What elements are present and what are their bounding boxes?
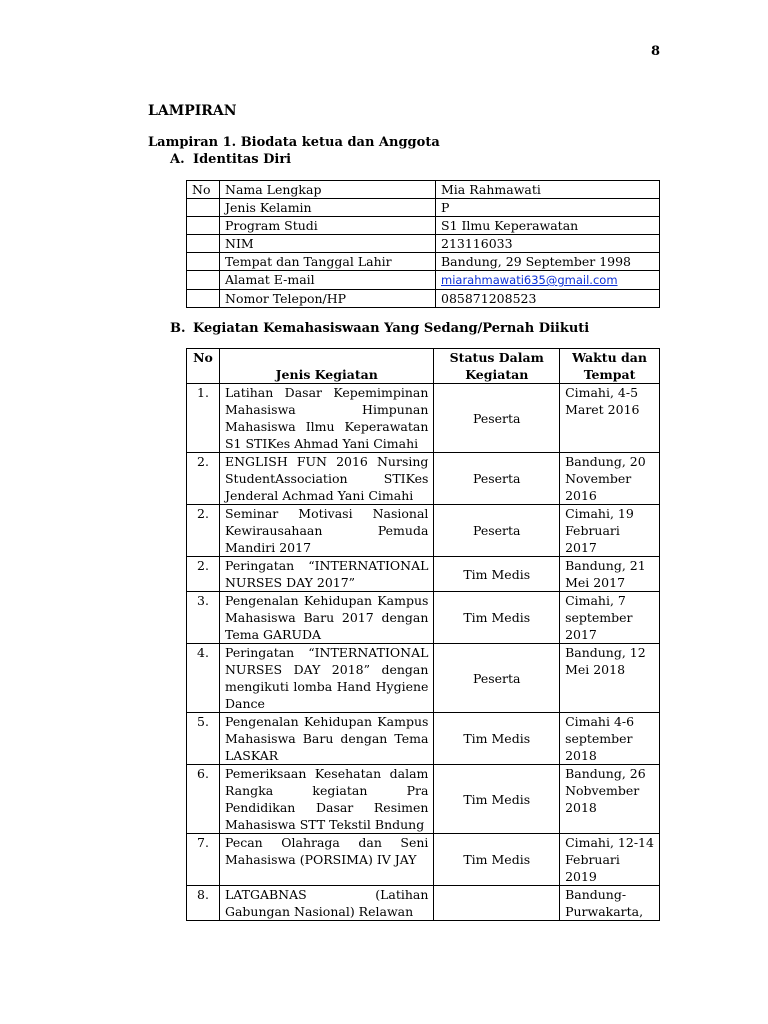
activity-status-cell: Tim Medis xyxy=(434,592,560,644)
header-time-place: Waktu dan Tempat xyxy=(560,349,660,384)
activity-time-place-cell: Cimahi, 19 Februari 2017 xyxy=(560,505,660,557)
identity-label-cell: Nomor Telepon/HP xyxy=(220,290,436,308)
identity-row xyxy=(187,290,660,308)
activity-row xyxy=(187,557,660,592)
section-a-text: Identitas Diri xyxy=(193,152,292,167)
activity-row xyxy=(187,384,660,453)
activity-no-cell: 7. xyxy=(187,834,220,886)
activity-no-cell: 6. xyxy=(187,765,220,834)
attachment-subheading: Lampiran 1. Biodata ketua dan Anggota xyxy=(148,135,440,150)
identity-no-cell xyxy=(187,235,220,253)
activity-status-cell: Peserta xyxy=(434,453,560,505)
activity-row xyxy=(187,886,660,921)
identity-value-cell xyxy=(436,271,660,290)
activity-row xyxy=(187,505,660,557)
activity-row xyxy=(187,453,660,505)
activity-name-cell: ENGLISH FUN 2016 Nursing StudentAssociation STIKes Jenderal Achmad Yani Cimahi xyxy=(219,453,433,505)
activity-status-cell xyxy=(434,886,560,921)
activity-time-place-cell: Bandung, 26 Nobvember 2018 xyxy=(560,765,660,834)
activity-time-place-cell: Cimahi, 12-14 Februari 2019 xyxy=(560,834,660,886)
activity-name-cell: Peringatan “INTERNATIONAL NURSES DAY 2017” xyxy=(219,557,433,592)
activity-name-cell: Latihan Dasar Kepemimpinan Mahasiswa Himpunan Mahasiswa Ilmu Keperawatan S1 STIKes Ahmad Yani Cimahi xyxy=(219,384,433,453)
identity-value-cell: Mia Rahmawati xyxy=(436,181,660,199)
activity-time-place-cell: Bandung, 20 November 2016 xyxy=(560,453,660,505)
activity-time-place-cell: Cimahi, 7 september 2017 xyxy=(560,592,660,644)
identity-no-cell xyxy=(187,199,220,217)
identity-label-cell: NIM xyxy=(220,235,436,253)
activity-table xyxy=(186,348,660,921)
page-heading: LAMPIRAN xyxy=(148,103,237,119)
identity-label-cell: Jenis Kelamin xyxy=(220,199,436,217)
activity-no-cell: 8. xyxy=(187,886,220,921)
activity-time-place-cell: Bandung, 12 Mei 2018 xyxy=(560,644,660,713)
identity-no-cell: No xyxy=(187,181,220,199)
identity-label-cell: Alamat E-mail xyxy=(220,271,436,290)
activity-row xyxy=(187,713,660,765)
identity-value-cell: Bandung, 29 September 1998 xyxy=(436,253,660,271)
identity-row xyxy=(187,199,660,217)
identity-no-cell xyxy=(187,253,220,271)
identity-no-cell xyxy=(187,217,220,235)
identity-value-cell: P xyxy=(436,199,660,217)
header-no: No xyxy=(187,349,220,384)
identity-row xyxy=(187,253,660,271)
activity-time-place-cell: Cimahi 4-6 september 2018 xyxy=(560,713,660,765)
activity-time-place-cell: Bandung-Purwakarta, xyxy=(560,886,660,921)
activity-no-cell: 3. xyxy=(187,592,220,644)
activity-status-cell: Peserta xyxy=(434,505,560,557)
section-b-text: Kegiatan Kemahasiswaan Yang Sedang/Pernah Diikuti xyxy=(193,321,590,336)
identity-no-cell xyxy=(187,290,220,308)
activity-row xyxy=(187,834,660,886)
activity-name-cell: Peringatan “INTERNATIONAL NURSES DAY 2018” dengan mengikuti lomba Hand Hygiene Dance xyxy=(219,644,433,713)
identity-row xyxy=(187,235,660,253)
header-activity-type: Jenis Kegiatan xyxy=(219,349,433,384)
section-a-letter: A. xyxy=(170,152,185,167)
identity-value-cell: 213116033 xyxy=(436,235,660,253)
activity-name-cell: Seminar Motivasi Nasional Kewirausahaan Pemuda Mandiri 2017 xyxy=(219,505,433,557)
section-a-title xyxy=(170,152,291,167)
page-number: 8 xyxy=(651,44,661,59)
identity-table xyxy=(186,180,660,308)
activity-time-place-cell: Bandung, 21 Mei 2017 xyxy=(560,557,660,592)
identity-no-cell xyxy=(187,271,220,290)
activity-row xyxy=(187,592,660,644)
activity-status-cell: Tim Medis xyxy=(434,765,560,834)
email-link[interactable]: miarahmawati635@gmail.com xyxy=(441,273,618,287)
identity-value-cell: 085871208523 xyxy=(436,290,660,308)
activity-status-cell: Peserta xyxy=(434,644,560,713)
identity-row xyxy=(187,181,660,199)
activity-name-cell: Pengenalan Kehidupan Kampus Mahasiswa Baru 2017 dengan Tema GARUDA xyxy=(219,592,433,644)
activity-time-place-cell: Cimahi, 4-5 Maret 2016 xyxy=(560,384,660,453)
section-b-letter: B. xyxy=(170,321,186,336)
activity-status-cell: Tim Medis xyxy=(434,713,560,765)
activity-name-cell: Pengenalan Kehidupan Kampus Mahasiswa Baru dengan Tema LASKAR xyxy=(219,713,433,765)
identity-label-cell: Nama Lengkap xyxy=(220,181,436,199)
activity-no-cell: 5. xyxy=(187,713,220,765)
identity-table-body xyxy=(187,181,660,308)
section-b-title xyxy=(170,321,589,336)
activity-status-cell: Peserta xyxy=(434,384,560,453)
activity-header-row xyxy=(187,349,660,384)
activity-status-cell: Tim Medis xyxy=(434,557,560,592)
activity-name-cell: LATGABNAS (Latihan Gabungan Nasional) Relawan xyxy=(219,886,433,921)
activity-no-cell: 1. xyxy=(187,384,220,453)
activity-row xyxy=(187,765,660,834)
activity-no-cell: 2. xyxy=(187,453,220,505)
activity-name-cell: Pemeriksaan Kesehatan dalam Rangka kegiatan Pra Pendidikan Dasar Resimen Mahasiswa STT Tekstil Bndung xyxy=(219,765,433,834)
activity-status-cell: Tim Medis xyxy=(434,834,560,886)
activity-no-cell: 2. xyxy=(187,557,220,592)
identity-label-cell: Tempat dan Tanggal Lahir xyxy=(220,253,436,271)
identity-value-cell: S1 Ilmu Keperawatan xyxy=(436,217,660,235)
identity-row xyxy=(187,271,660,290)
identity-row xyxy=(187,217,660,235)
activity-name-cell: Pecan Olahraga dan Seni Mahasiswa (PORSIMA) IV JAY xyxy=(219,834,433,886)
activity-row xyxy=(187,644,660,713)
activity-table-body xyxy=(187,384,660,921)
header-status: Status Dalam Kegiatan xyxy=(434,349,560,384)
identity-label-cell: Program Studi xyxy=(220,217,436,235)
activity-no-cell: 2. xyxy=(187,505,220,557)
activity-no-cell: 4. xyxy=(187,644,220,713)
